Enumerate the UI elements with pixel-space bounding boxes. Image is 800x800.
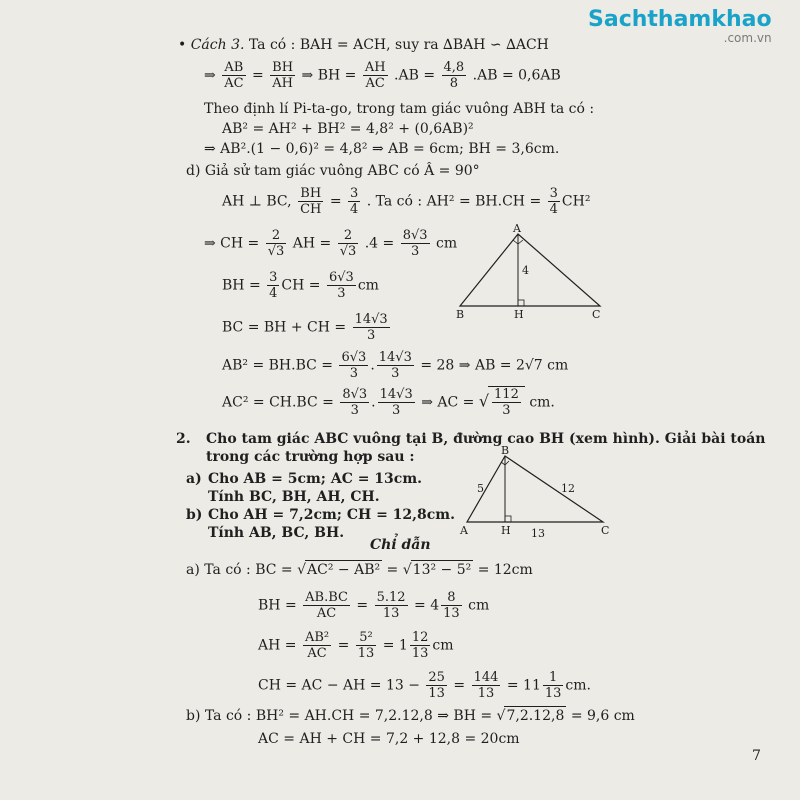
p2-line1: Cho tam giác ABC vuông tại B, đường cao BH (xem hình). Giải bài toán [206, 431, 766, 447]
frac-ab-ac: $\frac{AB}{AC}$ [224, 60, 244, 91]
guide-title: Chỉ dẫn [370, 537, 431, 553]
brand-name: Sachthamkhao [588, 7, 772, 32]
d-l7a: AC² = CH.BC = [222, 394, 334, 411]
fig2-label-A: A [460, 524, 468, 537]
d-line7: AC² = CH.BC = $\frac{8√3}{3}$ . $\frac{14√3}{3}$ ⇒ AC = √ $\frac{112}{3}$ cm. [222, 387, 555, 418]
guide-bh-c: = 4 [414, 597, 440, 614]
guide-bh-a: BH = [258, 597, 297, 614]
guide-a-line1: a) Ta có : BC = √AC² − AB² = √13² − 5² = 12cm [186, 562, 533, 578]
c3-label: Cách 3. [190, 37, 245, 53]
d-l3c: .4 = [364, 235, 395, 252]
fig1-label-side: 4 [522, 264, 529, 277]
guide-b-line1: b) Ta có : BH² = AH.CH = 7,2.12,8 ⇒ BH = √7,2.12,8 = 9,6 cm [186, 708, 635, 724]
guide-ch-d: cm. [565, 677, 591, 694]
c3-line4: AB² = AH² + BH² = 4,8² + (0,6AB)² [222, 121, 474, 137]
fig2-label-hc: 13 [531, 527, 545, 540]
sqrt-13-5: 13² − 5² [412, 562, 472, 578]
p2-a-label: a) [186, 471, 202, 487]
d-l6b: = 28 ⇒ AB = 2√7 cm [420, 357, 569, 374]
sqrt-72-128: 7,2.12,8 [506, 708, 565, 724]
frac-14sqrt3-3c: $\frac{14√3}{3}$ [379, 387, 413, 418]
guide-bh [258, 590, 489, 621]
frac-8-13: $\frac{8}{13}$ [443, 590, 460, 621]
guide-b-tail: = 9,6 cm [570, 708, 635, 724]
guide-a-label: a) [186, 562, 200, 578]
d-line6: AB² = BH.BC = $\frac{6√3}{3}$ . $\frac{14√3}{3}$ = 28 ⇒ AB = 2√7 cm [222, 350, 569, 381]
c3-line3: Theo định lí Pi-ta-go, trong tam giác vuông ABH ta có : [204, 101, 595, 117]
guide-b-l1: Ta có : BH² = AH.CH = 7,2.12,8 ⇒ BH = [204, 708, 493, 724]
d-l2a: AH ⊥ BC, [222, 193, 292, 210]
triangle-figure-2 [455, 444, 615, 540]
brand-domain: .com.vn [723, 31, 772, 45]
bullet: • [178, 37, 187, 53]
fig2-label-C: C [601, 524, 610, 537]
frac-6sqrt3-3: $\frac{6√3}{3}$ [328, 270, 354, 301]
guide-bh-b: = [356, 597, 369, 614]
guide-ah-a: AH = [258, 637, 297, 654]
page-number: 7 [752, 748, 761, 764]
guide-ch: CH = AC − AH = 13 − $\frac{25}{13}$ = $\frac{144}{13}$ = 11 $\frac{1}{13}$ cm. [258, 670, 591, 701]
brand-watermark [588, 8, 772, 44]
frac-8sqrt3-3: $\frac{8√3}{3}$ [402, 228, 428, 259]
fig2-label-ab: 5 [477, 482, 484, 495]
fig1-label-A: A [513, 222, 521, 235]
d-unit2: cm [357, 277, 379, 294]
d-l2b: . Ta có : AH² = BH.CH = [366, 193, 542, 210]
p2-line2: trong các trường hợp sau : [206, 449, 415, 465]
fig1-label-C: C [592, 308, 601, 321]
frac-abbc-ac: $\frac{AB.BC}{AC}$ [305, 590, 348, 621]
frac-bh-ch: $\frac{BH}{CH}$ [300, 186, 322, 217]
frac-3-4: $\frac{3}{4}$ [350, 186, 359, 217]
c3-mid: ⇒ BH = [301, 67, 357, 84]
c3-line2 [204, 60, 561, 91]
d-l3b: AH = [292, 235, 332, 252]
d-line5 [222, 312, 392, 343]
frac-6sqrt3-3b: $\frac{6√3}{3}$ [341, 350, 367, 381]
frac-8sqrt3-3b: $\frac{8√3}{3}$ [342, 387, 368, 418]
frac-112-3: $\frac{112}{3}$ [494, 387, 519, 418]
fig2-label-H: H [501, 524, 511, 537]
frac-14sqrt3-3b: $\frac{14√3}{3}$ [378, 350, 412, 381]
d-line1 [186, 162, 480, 180]
d-line4 [222, 270, 379, 301]
c3-line1-text: Ta có : BAH = ACH, suy ra ∆BAH ∽ ∆ACH [248, 37, 549, 53]
c3-line5: ⇒ AB².(1 − 0,6)² = 4,8² ⇒ AB = 6cm; BH = 3,6cm. [204, 141, 560, 157]
p2-a-line2: Tính BC, BH, AH, CH. [208, 489, 380, 505]
guide-bh-unit: cm [468, 597, 490, 614]
guide-ah-c: = 1 [382, 637, 408, 654]
frac-1-13: $\frac{1}{13}$ [544, 670, 562, 701]
d-l6a: AB² = BH.BC = [222, 357, 334, 374]
guide-ch-c: = 11 [506, 677, 541, 694]
triangle-figure-1 [450, 222, 620, 322]
d-l3a: ⇒ CH = [204, 235, 260, 252]
d-l2c: CH² [561, 193, 591, 210]
guide-ah: AH = $\frac{\text{AB²}}{AC}$ = $\frac{\text{5²}}{13}$ = 1 $\frac{12}{13}$ cm [258, 630, 454, 661]
c3-line1 [178, 36, 549, 54]
fig1-label-B: B [456, 308, 465, 321]
guide-ah-unit: cm [432, 637, 454, 654]
d-l7c: cm. [529, 394, 555, 411]
d-line2: AH ⊥ BC, $\frac{BH}{CH}$ = $\frac{3}{4}$ . Ta có : AH² = BH.CH = $\frac{3}{4}$ CH² [222, 186, 591, 217]
guide-a-eq: = [386, 562, 399, 578]
c3-arrow: ⇒ [204, 67, 216, 84]
sqrt-ac2-ab2: AC² − AB² [307, 562, 381, 578]
frac-12-13: $\frac{12}{13}$ [411, 630, 429, 661]
d-label: d) [186, 163, 201, 179]
frac-ah-ac: $\frac{AH}{AC}$ [364, 60, 386, 91]
p2-a-line1: Cho AB = 5cm; AC = 13cm. [208, 471, 423, 487]
d-line1-text: Giả sử tam giác vuông ABC có Â = 90° [204, 163, 480, 179]
frac-ab2-ac: $\frac{\text{AB²}}{AC}$ [304, 630, 330, 661]
frac-bh-ah: $\frac{BH}{AH}$ [272, 60, 294, 91]
frac-48-8: $\frac{4,8}{8}$ [443, 60, 465, 91]
c3-eq: = [251, 67, 264, 84]
p2-b-label: b) [186, 507, 203, 523]
c3-tail2: .AB = 0,6AB [472, 67, 561, 84]
frac-512-13: $\frac{5.12}{13}$ [376, 590, 406, 621]
p2-b-line1: Cho AH = 7,2cm; CH = 12,8cm. [208, 507, 455, 523]
frac-25-13: $\frac{25}{13}$ [428, 670, 445, 701]
frac-14sqrt3-3: $\frac{14√3}{3}$ [354, 312, 388, 343]
p2-number: 2. [176, 431, 191, 447]
d-line3 [204, 228, 457, 259]
p2-b-line2: Tính AB, BC, BH. [208, 525, 345, 541]
d-l7b: ⇒ AC = [421, 394, 475, 411]
d-unit1: cm [436, 235, 458, 252]
d-l4a: BH = [222, 277, 261, 294]
d-l4b: CH = [281, 277, 321, 294]
guide-a-tail: = 12cm [477, 562, 533, 578]
guide-ch-a: CH = AC − AH = 13 − [258, 677, 420, 694]
guide-b-label: b) [186, 708, 201, 724]
d-l5a: BC = BH + CH = [222, 319, 347, 336]
guide-a-l1: Ta có : BC = [204, 562, 293, 578]
frac-2-sqrt3: $\frac{2}{√3}$ [267, 228, 285, 259]
fig1-label-H: H [514, 308, 524, 321]
frac-3-4b: $\frac{3}{4}$ [549, 186, 558, 217]
frac-52-13: $\frac{\text{5²}}{13}$ [357, 630, 375, 661]
frac-144-13: $\frac{144}{13}$ [473, 670, 499, 701]
fig2-label-B: B [501, 444, 510, 457]
guide-b-line2: AC = AH + CH = 7,2 + 12,8 = 20cm [258, 731, 520, 747]
c3-tail1: .AB = [394, 67, 436, 84]
frac-2-sqrt3b: $\frac{2}{√3}$ [339, 228, 357, 259]
fig2-label-bc: 12 [561, 482, 575, 495]
frac-3-4c: $\frac{3}{4}$ [269, 270, 278, 301]
